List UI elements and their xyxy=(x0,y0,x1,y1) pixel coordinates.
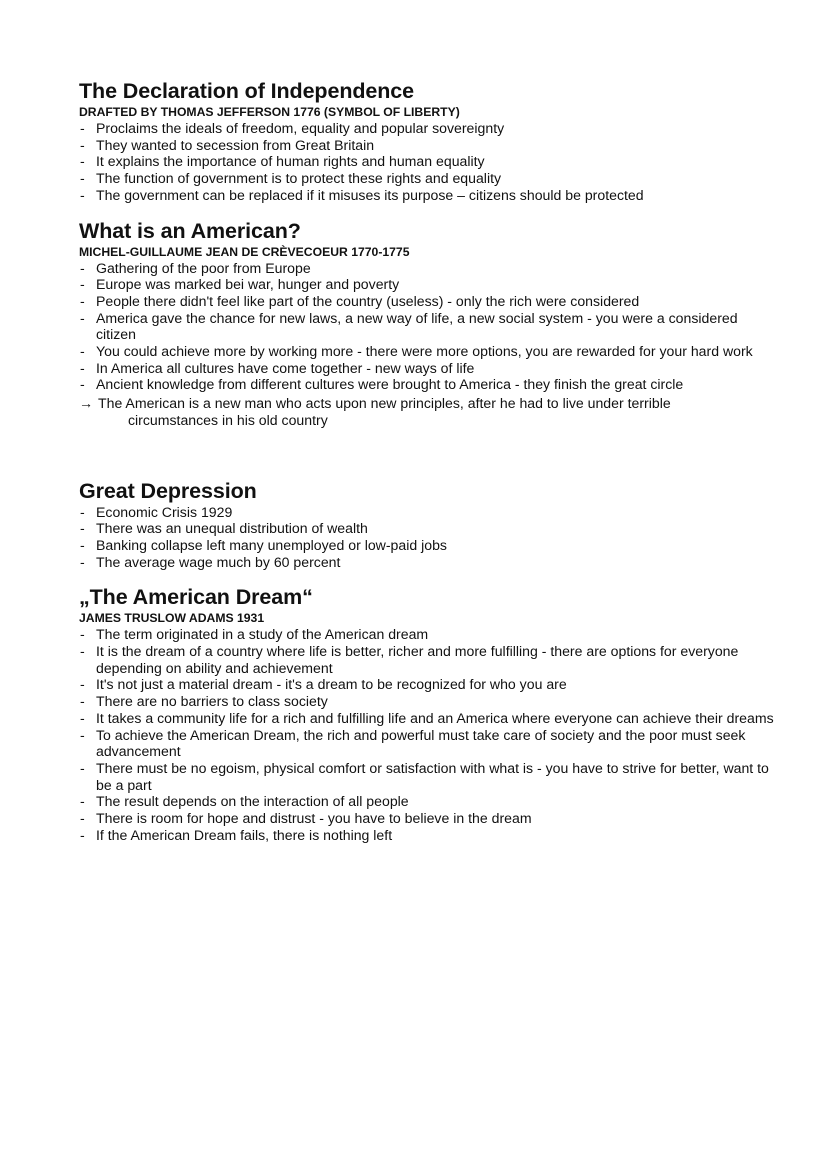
section-what-is-an-american xyxy=(79,218,779,429)
bullet-dash: - xyxy=(80,136,85,153)
bullet-dash: - xyxy=(80,153,85,170)
list-item-text: The term originated in a study of the American dream xyxy=(96,626,429,643)
list-item-text: It explains the importance of human rights and human equality xyxy=(96,153,485,170)
list-item xyxy=(79,827,779,844)
bullet-list xyxy=(79,120,779,204)
bullet-dash: - xyxy=(80,359,85,376)
bullet-dash: - xyxy=(80,810,85,827)
list-item-text: The government can be replaced if it misuses its purpose – citizens should be protected xyxy=(96,186,644,203)
list-item-text: The average wage much by 60 percent xyxy=(96,553,341,570)
list-item-text: Ancient knowledge from different cultures were brought to America - they finish the great circle xyxy=(96,376,684,393)
section-title: „The American Dream“ xyxy=(79,585,313,610)
section-american-dream xyxy=(79,584,779,843)
list-item-text: They wanted to secession from Great Britain xyxy=(96,136,375,153)
list-item xyxy=(79,293,779,310)
list-item xyxy=(79,760,779,793)
right-arrow-icon: → xyxy=(79,395,94,412)
list-item-text: Banking collapse left many unemployed or low-paid jobs xyxy=(96,536,447,553)
list-item-text: Economic Crisis 1929 xyxy=(96,503,233,520)
bullet-dash: - xyxy=(80,276,85,293)
list-item-text: People there didn't feel like part of the country (useless) - only the rich were considered xyxy=(96,292,640,309)
bullet-dash: - xyxy=(80,676,85,693)
list-item xyxy=(79,693,779,710)
bullet-dash: - xyxy=(80,626,85,643)
section-title: The Declaration of Independence xyxy=(79,79,414,103)
section-title: Great Depression xyxy=(79,478,257,503)
bullet-dash: - xyxy=(80,709,85,726)
list-item-text: The function of government is to protect these rights and equality xyxy=(96,170,502,187)
list-item xyxy=(79,504,779,521)
list-item-text: It's not just a material dream - it's a dream to be recognized for who you are xyxy=(96,676,567,693)
bullet-dash: - xyxy=(80,693,85,710)
conclusion-text-line1: The American is a new man who acts upon new principles, after he had to live under terrible xyxy=(98,395,671,412)
list-item xyxy=(79,554,779,571)
list-item xyxy=(79,793,779,810)
bullet-list xyxy=(79,504,779,571)
bullet-dash: - xyxy=(80,376,85,393)
conclusion xyxy=(79,395,779,428)
list-item xyxy=(79,260,779,277)
bullet-dash: - xyxy=(80,120,85,136)
list-item xyxy=(79,643,779,676)
list-item-text: Gathering of the poor from Europe xyxy=(96,259,311,276)
list-item xyxy=(79,360,779,377)
list-item-text: To achieve the American Dream, the rich and powerful must take care of society and the poor must seek advancement xyxy=(96,726,746,760)
list-item-text: There must be no egoism, physical comfort or satisfaction with what is - you have to strive for better, want to be a part xyxy=(96,759,769,793)
list-item xyxy=(79,187,779,204)
list-item xyxy=(79,676,779,693)
list-item xyxy=(79,810,779,827)
list-item-text: Europe was marked bei war, hunger and poverty xyxy=(96,276,400,293)
bullet-dash: - xyxy=(80,292,85,309)
bullet-dash: - xyxy=(80,170,85,187)
bullet-dash: - xyxy=(80,726,85,743)
bullet-dash: - xyxy=(80,643,85,660)
section-declaration-of-independence xyxy=(79,78,779,204)
section-subtitle: MICHEL-GUILLAUME JEAN DE CRÈVECOEUR 1770-1775 xyxy=(79,244,410,259)
list-item-text: The result depends on the interaction of all people xyxy=(96,793,409,810)
list-item xyxy=(79,170,779,187)
list-item-text: It is the dream of a country where life is better, richer and more fulfilling - there are options for everyone depending on ability and achievement xyxy=(96,643,739,676)
list-item-text: In America all cultures have come together - new ways of life xyxy=(96,359,475,376)
list-item xyxy=(79,376,779,393)
section-great-depression xyxy=(79,478,779,571)
bullet-dash: - xyxy=(80,793,85,810)
bullet-dash: - xyxy=(80,553,85,570)
bullet-dash: - xyxy=(80,826,85,843)
list-item-text: There was an unequal distribution of wealth xyxy=(96,520,368,537)
list-item xyxy=(79,276,779,293)
list-item-text: America gave the chance for new laws, a new way of life, a new social system - you were a considered citizen xyxy=(96,309,738,343)
bullet-list xyxy=(79,260,779,394)
conclusion-text-line2: circumstances in his old country xyxy=(128,411,328,428)
list-item xyxy=(79,343,779,360)
list-item xyxy=(79,310,779,343)
bullet-dash: - xyxy=(80,309,85,326)
list-item xyxy=(79,626,779,643)
list-item xyxy=(79,727,779,760)
bullet-dash: - xyxy=(80,520,85,537)
bullet-dash: - xyxy=(80,503,85,520)
bullet-dash: - xyxy=(80,536,85,553)
list-item-text: If the American Dream fails, there is nothing left xyxy=(96,826,393,843)
list-item xyxy=(79,120,779,137)
bullet-dash: - xyxy=(80,759,85,776)
list-item-text: There are no barriers to class society xyxy=(96,693,328,710)
section-title: What is an American? xyxy=(79,218,301,243)
list-item-text: You could achieve more by working more - there were more options, you are rewarded for your hard work xyxy=(96,343,753,360)
list-item-text: Proclaims the ideals of freedom, equality and popular sovereignty xyxy=(96,120,505,136)
list-item xyxy=(79,520,779,537)
list-item xyxy=(79,137,779,154)
bullet-dash: - xyxy=(80,259,85,276)
bullet-dash: - xyxy=(80,343,85,360)
list-item xyxy=(79,537,779,554)
bullet-dash: - xyxy=(80,186,85,203)
section-subtitle: JAMES TRUSLOW ADAMS 1931 xyxy=(79,611,265,626)
document-page xyxy=(79,78,779,844)
list-item-text: There is room for hope and distrust - you have to believe in the dream xyxy=(96,810,532,827)
list-item xyxy=(79,710,779,727)
section-subtitle: DRAFTED BY THOMAS JEFFERSON 1776 (SYMBOL OF LIBERTY) xyxy=(79,105,460,119)
bullet-list xyxy=(79,626,779,843)
list-item-text: It takes a community life for a rich and fulfilling life and an America where everyone can achieve their dreams xyxy=(96,709,774,726)
list-item xyxy=(79,153,779,170)
